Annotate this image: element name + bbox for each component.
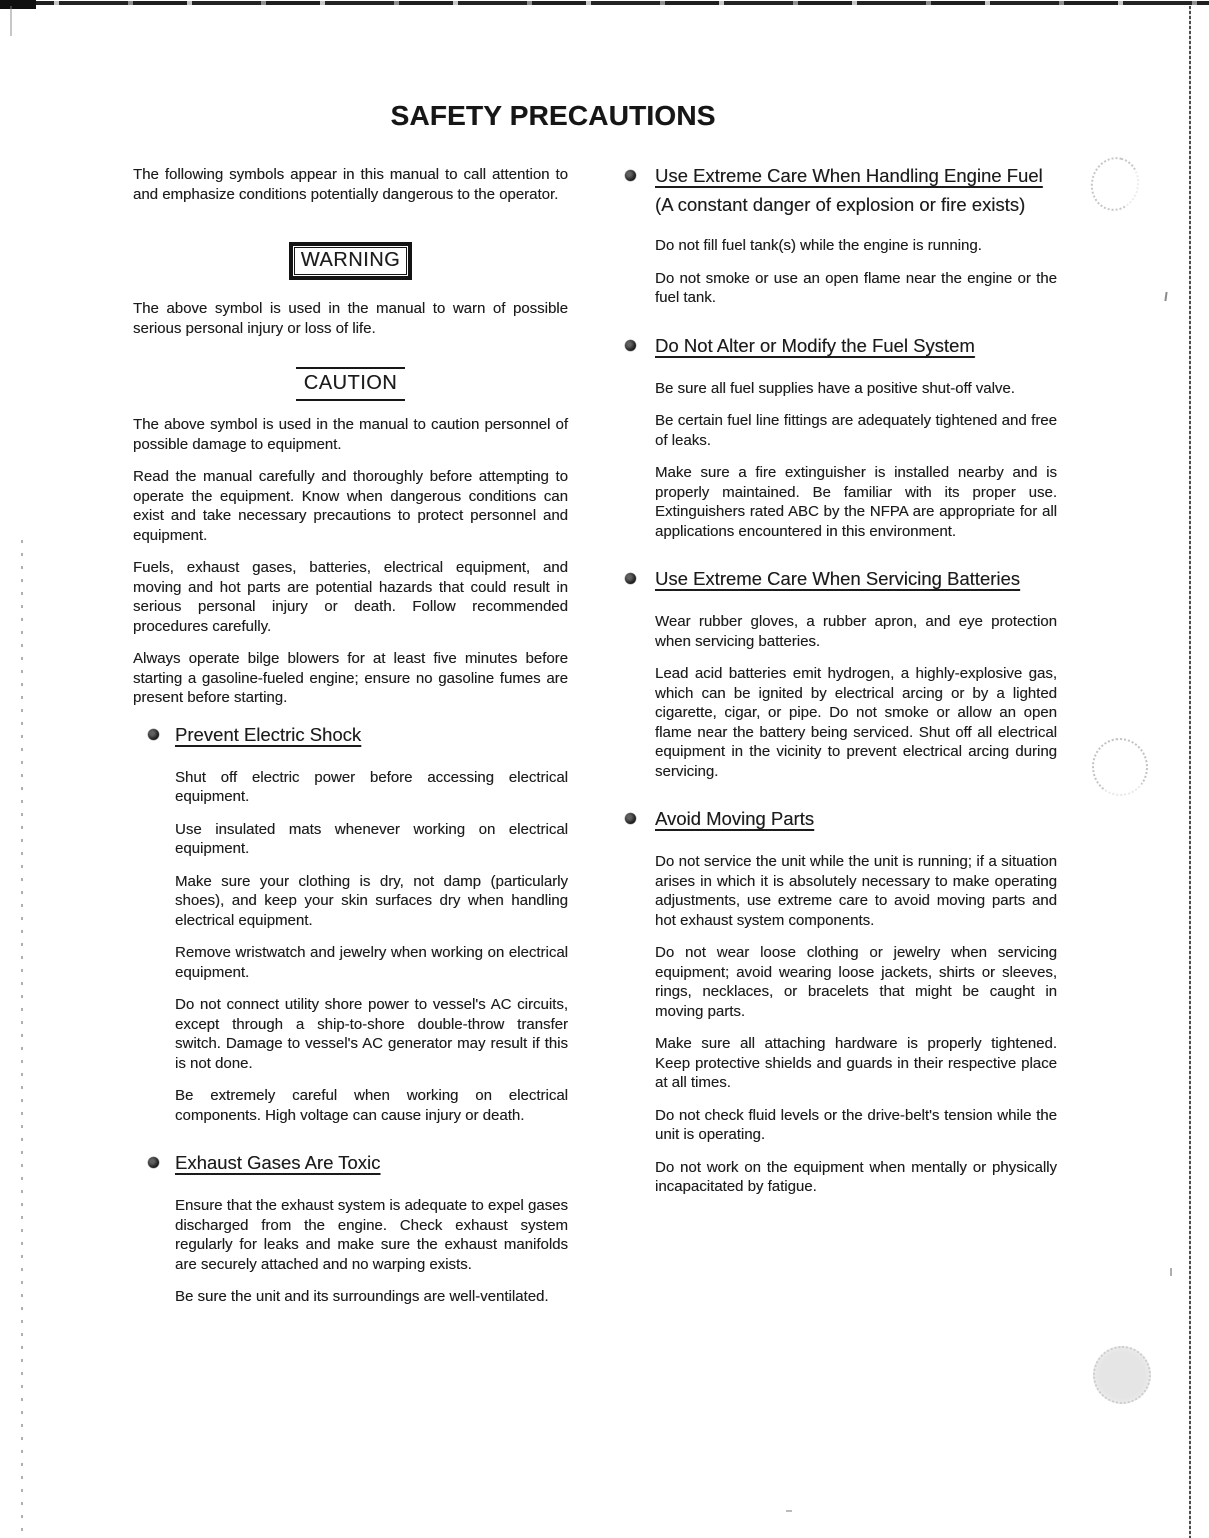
- bullet-icon: [625, 813, 636, 824]
- section-paragraph: Do not fill fuel tank(s) while the engine is running.: [655, 237, 982, 254]
- section-paragraph: Ensure that the exhaust system is adequate to expel gases discharged from the engine. Check exhaust system regularly for leaks and make sure the exhaust manifolds are securely attached and no warping exists.: [175, 1197, 568, 1273]
- section-paragraph: Do not smoke or use an open flame near the engine or the fuel tank.: [655, 269, 1057, 306]
- section-paragraph: Do not check fluid levels or the drive-belt's tension while the unit is operating.: [655, 1106, 1057, 1143]
- top-edge-artifact: [0, 1, 1209, 5]
- scan-speck: [10, 6, 12, 36]
- intro-paragraph: The following symbols appear in this manual to call attention to and emphasize conditions potentially dangerous to the operator.: [133, 166, 568, 203]
- safety-section-exhaust-gases: [133, 1149, 568, 1307]
- section-heading: Do Not Alter or Modify the Fuel System: [655, 334, 975, 356]
- section-paragraph: Wear rubber gloves, a rubber apron, and eye protection when servicing batteries.: [655, 613, 1057, 650]
- section-heading: Use Extreme Care When Handling Engine Fuel: [655, 165, 1043, 186]
- section-heading: Use Extreme Care When Servicing Batteries: [655, 568, 1020, 589]
- binder-hole-icon: [1085, 152, 1145, 216]
- left-column: [133, 165, 568, 1320]
- safety-section-prevent-electric-shock: [133, 721, 568, 1126]
- section-paragraph: Be certain fuel line fittings are adequately tightened and free of leaks.: [655, 412, 1057, 449]
- corner-blob-artifact: [0, 0, 36, 9]
- section-paragraph: Do not service the unit while the unit is running; if a situation arises in which it is absolutely necessary to make operating adjustments, use extreme care to avoid moving parts and hot exhaust system components.: [655, 853, 1057, 929]
- body-paragraph: Always operate bilge blowers for at least five minutes before starting a gasoline-fueled engine; ensure no gasoline fumes are present before starting.: [133, 650, 568, 706]
- caution-caption: The above symbol is used in the manual to caution personnel of possible damage to equipment.: [133, 416, 568, 453]
- section-paragraph: Be extremely careful when working on electrical components. High voltage can cause injury or death.: [175, 1087, 568, 1124]
- caution-box: [133, 367, 568, 401]
- warning-box: [133, 242, 568, 280]
- section-paragraph: Do not connect utility shore power to vessel's AC circuits, except through a ship-to-shore double-throw transfer switch. Damage to vessel's AC generator may result if this is not done.: [175, 996, 568, 1072]
- section-heading: Avoid Moving Parts: [655, 808, 815, 829]
- caution-label: CAUTION: [296, 367, 406, 401]
- binder-hole-icon: [1088, 734, 1152, 799]
- warning-label: WARNING: [294, 247, 407, 275]
- safety-section-servicing-batteries: [613, 565, 1057, 781]
- safety-section-avoid-moving-parts: [613, 805, 1057, 1197]
- safety-section-fuel-system: [613, 332, 1057, 542]
- bullet-icon: [148, 729, 159, 740]
- right-column: [613, 162, 1057, 1210]
- left-dots-artifact: [21, 540, 23, 1538]
- section-paragraph: Use insulated mats whenever working on electrical equipment.: [175, 820, 568, 857]
- bullet-icon: [148, 1157, 159, 1168]
- scan-speck: [1164, 292, 1167, 301]
- section-paragraph: Be sure all fuel supplies have a positive shut-off valve.: [655, 379, 1015, 397]
- section-paragraph: Make sure a fire extinguisher is installed nearby and is properly maintained. Be familiar with its proper use. Extinguishers rated ABC by the NFPA are appropriate for all applications encountered in this environment.: [655, 464, 1057, 540]
- section-paragraph: Remove wristwatch and jewelry when working on electrical equipment.: [175, 944, 568, 981]
- section-heading: Prevent Electric Shock: [175, 723, 362, 745]
- body-paragraph: Fuels, exhaust gases, batteries, electrical equipment, and moving and hot parts are potential hazards that could result in serious personal injury or death. Follow recommended procedures carefully.: [133, 559, 568, 635]
- bullet-icon: [625, 170, 636, 181]
- section-subheading: (A constant danger of explosion or fire exists): [655, 194, 1026, 215]
- safety-section-handling-engine-fuel: [613, 162, 1057, 308]
- section-paragraph: Do not wear loose clothing or jewelry when servicing equipment; avoid wearing loose jackets, shirts or sleeves, rings, necklaces, or bracelets that might be caught in moving parts.: [655, 944, 1057, 1020]
- scan-speck: [1170, 1268, 1172, 1276]
- section-heading: Exhaust Gases Are Toxic: [175, 1152, 381, 1173]
- section-paragraph: Make sure your clothing is dry, not damp (particularly shoes), and keep your skin surfaces dry when handling electrical equipment.: [175, 872, 568, 929]
- page-title: SAFETY PRECAUTIONS: [390, 100, 716, 131]
- bullet-icon: [625, 573, 636, 584]
- bullet-icon: [625, 340, 636, 351]
- section-paragraph: Do not work on the equipment when mentally or physically incapacitated by fatigue.: [655, 1158, 1057, 1195]
- section-paragraph: Lead acid batteries emit hydrogen, a highly-explosive gas, which can be ignited by electrical arcing or by a lighted cigarette, cigar, or pipe. Do not smoke or allow an open flame near the battery being serviced. Shut off all electrical equipment in the vicinity to prevent electrical arcing during servicing.: [655, 665, 1057, 780]
- binder-hole-icon: [1093, 1346, 1151, 1404]
- section-paragraph: Shut off electric power before accessing electrical equipment.: [175, 768, 568, 805]
- section-paragraph: Make sure all attaching hardware is properly tightened. Keep protective shields and guards in their respective place at all times.: [655, 1035, 1057, 1091]
- warning-caption: The above symbol is used in the manual to warn of possible serious personal injury or loss of life.: [133, 300, 568, 337]
- body-paragraph: Read the manual carefully and thoroughly before attempting to operate the equipment. Know when dangerous conditions can exist and take necessary precautions to protect personnel and equipment.: [133, 468, 568, 544]
- right-edge-artifact: [1189, 6, 1191, 1538]
- scan-speck: [786, 1510, 792, 1512]
- section-paragraph: Be sure the unit and its surroundings are well-ventilated.: [175, 1288, 549, 1305]
